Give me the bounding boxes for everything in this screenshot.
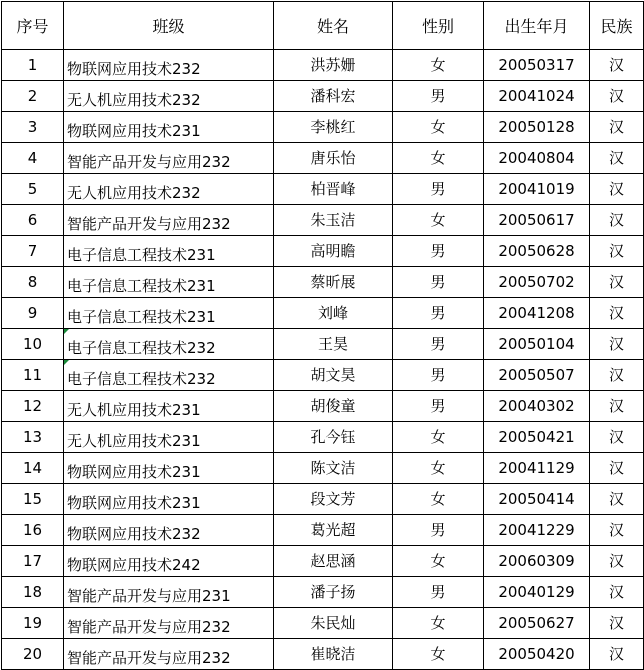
cell-birth[interactable]: 20050104 xyxy=(484,329,590,360)
cell-birth[interactable]: 20060309 xyxy=(484,546,590,577)
cell-birth[interactable]: 20050627 xyxy=(484,608,590,639)
cell-no[interactable]: 1 xyxy=(2,50,64,81)
cell-ethnic[interactable]: 汉 xyxy=(590,112,644,143)
cell-no[interactable]: 3 xyxy=(2,112,64,143)
cell-birth[interactable]: 20041229 xyxy=(484,515,590,546)
header-birth[interactable]: 出生年月 xyxy=(484,2,590,50)
cell-class[interactable]: 物联网应用技术231 xyxy=(64,112,274,143)
cell-name[interactable]: 葛光超 xyxy=(274,515,393,546)
cell-class[interactable]: 无人机应用技术232 xyxy=(64,81,274,112)
header-class[interactable]: 班级 xyxy=(64,2,274,50)
cell-no[interactable]: 8 xyxy=(2,267,64,298)
cell-class[interactable]: 智能产品开发与应用232 xyxy=(64,205,274,236)
cell-class[interactable]: 电子信息工程技术232 xyxy=(64,329,274,360)
table-row xyxy=(2,391,644,422)
cell-ethnic[interactable]: 汉 xyxy=(590,205,644,236)
header-name[interactable]: 姓名 xyxy=(274,2,393,50)
cell-class[interactable]: 物联网应用技术232 xyxy=(64,515,274,546)
cell-birth[interactable]: 20050414 xyxy=(484,484,590,515)
cell-name[interactable]: 洪苏姗 xyxy=(274,50,393,81)
cell-birth[interactable]: 20050628 xyxy=(484,236,590,267)
cell-no[interactable]: 11 xyxy=(2,360,64,391)
table-row xyxy=(2,267,644,298)
cell-ethnic[interactable]: 汉 xyxy=(590,639,644,670)
table-row xyxy=(2,112,644,143)
cell-ethnic[interactable]: 汉 xyxy=(590,453,644,484)
header-no[interactable]: 序号 xyxy=(2,2,64,50)
cell-name[interactable]: 蔡昕展 xyxy=(274,267,393,298)
table-row xyxy=(2,50,644,81)
cell-name[interactable]: 朱玉洁 xyxy=(274,205,393,236)
cell-no[interactable]: 12 xyxy=(2,391,64,422)
cell-gender[interactable]: 男 xyxy=(393,515,484,546)
cell-gender[interactable]: 男 xyxy=(393,329,484,360)
cell-class[interactable]: 电子信息工程技术231 xyxy=(64,236,274,267)
cell-birth[interactable]: 20050702 xyxy=(484,267,590,298)
cell-birth[interactable]: 20050507 xyxy=(484,360,590,391)
cell-gender[interactable]: 女 xyxy=(393,484,484,515)
cell-class[interactable]: 物联网应用技术242 xyxy=(64,546,274,577)
cell-class[interactable]: 物联网应用技术231 xyxy=(64,484,274,515)
cell-no[interactable]: 14 xyxy=(2,453,64,484)
table-row xyxy=(2,577,644,608)
cell-birth[interactable]: 20041208 xyxy=(484,298,590,329)
cell-class[interactable]: 电子信息工程技术231 xyxy=(64,267,274,298)
table-row xyxy=(2,422,644,453)
cell-gender[interactable]: 女 xyxy=(393,639,484,670)
cell-no[interactable]: 19 xyxy=(2,608,64,639)
cell-name[interactable]: 唐乐怡 xyxy=(274,143,393,174)
table-row xyxy=(2,143,644,174)
cell-ethnic[interactable]: 汉 xyxy=(590,174,644,205)
cell-gender[interactable]: 女 xyxy=(393,422,484,453)
cell-class[interactable]: 无人机应用技术232 xyxy=(64,174,274,205)
cell-gender[interactable]: 女 xyxy=(393,112,484,143)
cell-class[interactable]: 物联网应用技术232 xyxy=(64,50,274,81)
cell-no[interactable]: 20 xyxy=(2,639,64,670)
cell-name[interactable]: 潘子扬 xyxy=(274,577,393,608)
cell-name[interactable]: 高明瞻 xyxy=(274,236,393,267)
cell-class[interactable]: 电子信息工程技术232 xyxy=(64,360,274,391)
cell-name[interactable]: 陈文洁 xyxy=(274,453,393,484)
cell-gender[interactable]: 女 xyxy=(393,608,484,639)
table-row xyxy=(2,174,644,205)
header-ethnic[interactable]: 民族 xyxy=(590,2,644,50)
table-row xyxy=(2,515,644,546)
table-row xyxy=(2,236,644,267)
cell-class[interactable]: 无人机应用技术231 xyxy=(64,422,274,453)
cell-ethnic[interactable]: 汉 xyxy=(590,236,644,267)
cell-ethnic[interactable]: 汉 xyxy=(590,484,644,515)
cell-name[interactable]: 胡俊童 xyxy=(274,391,393,422)
cell-no[interactable]: 18 xyxy=(2,577,64,608)
cell-ethnic[interactable]: 汉 xyxy=(590,577,644,608)
table-row xyxy=(2,329,644,360)
cell-gender[interactable]: 男 xyxy=(393,236,484,267)
cell-no[interactable]: 15 xyxy=(2,484,64,515)
cell-name[interactable]: 李桃红 xyxy=(274,112,393,143)
cell-name[interactable]: 胡文昊 xyxy=(274,360,393,391)
cell-ethnic[interactable]: 汉 xyxy=(590,391,644,422)
cell-gender[interactable]: 女 xyxy=(393,453,484,484)
cell-class[interactable]: 智能产品开发与应用231 xyxy=(64,577,274,608)
cell-birth[interactable]: 20050421 xyxy=(484,422,590,453)
cell-birth[interactable]: 20040129 xyxy=(484,577,590,608)
cell-birth[interactable]: 20041129 xyxy=(484,453,590,484)
cell-ethnic[interactable]: 汉 xyxy=(590,298,644,329)
cell-gender[interactable]: 男 xyxy=(393,577,484,608)
cell-gender[interactable]: 女 xyxy=(393,546,484,577)
cell-class[interactable]: 物联网应用技术231 xyxy=(64,453,274,484)
cell-name[interactable]: 潘科宏 xyxy=(274,81,393,112)
cell-birth[interactable]: 20040302 xyxy=(484,391,590,422)
header-gender[interactable]: 性别 xyxy=(393,2,484,50)
cell-birth[interactable]: 20041024 xyxy=(484,81,590,112)
cell-name[interactable]: 孔今钰 xyxy=(274,422,393,453)
cell-birth[interactable]: 20040804 xyxy=(484,143,590,174)
cell-class[interactable]: 智能产品开发与应用232 xyxy=(64,608,274,639)
table-row xyxy=(2,205,644,236)
table-row xyxy=(2,453,644,484)
table-row xyxy=(2,484,644,515)
cell-no[interactable]: 16 xyxy=(2,515,64,546)
cell-no[interactable]: 6 xyxy=(2,205,64,236)
cell-no[interactable]: 9 xyxy=(2,298,64,329)
cell-no[interactable]: 10 xyxy=(2,329,64,360)
cell-ethnic[interactable]: 汉 xyxy=(590,267,644,298)
table-row xyxy=(2,360,644,391)
cell-no[interactable]: 2 xyxy=(2,81,64,112)
table-row xyxy=(2,639,644,670)
cell-name[interactable]: 柏晋峰 xyxy=(274,174,393,205)
student-table xyxy=(1,1,644,670)
cell-ethnic[interactable]: 汉 xyxy=(590,143,644,174)
cell-ethnic[interactable]: 汉 xyxy=(590,422,644,453)
cell-ethnic[interactable]: 汉 xyxy=(590,608,644,639)
cell-name[interactable]: 刘峰 xyxy=(274,298,393,329)
cell-class[interactable]: 智能产品开发与应用232 xyxy=(64,143,274,174)
table-row xyxy=(2,608,644,639)
cell-gender[interactable]: 男 xyxy=(393,360,484,391)
cell-birth[interactable]: 20050128 xyxy=(484,112,590,143)
cell-no[interactable]: 5 xyxy=(2,174,64,205)
cell-birth[interactable]: 20041019 xyxy=(484,174,590,205)
cell-no[interactable]: 13 xyxy=(2,422,64,453)
cell-class[interactable]: 电子信息工程技术231 xyxy=(64,298,274,329)
cell-gender[interactable]: 女 xyxy=(393,143,484,174)
cell-name[interactable]: 崔晓洁 xyxy=(274,639,393,670)
cell-gender[interactable]: 男 xyxy=(393,298,484,329)
table-row xyxy=(2,81,644,112)
cell-ethnic[interactable]: 汉 xyxy=(590,50,644,81)
cell-birth[interactable]: 20050317 xyxy=(484,50,590,81)
cell-class[interactable]: 智能产品开发与应用232 xyxy=(64,639,274,670)
cell-gender[interactable]: 男 xyxy=(393,81,484,112)
cell-name[interactable]: 赵思涵 xyxy=(274,546,393,577)
header-row xyxy=(2,2,644,50)
cell-birth[interactable]: 20050420 xyxy=(484,639,590,670)
cell-no[interactable]: 17 xyxy=(2,546,64,577)
cell-name[interactable]: 王昊 xyxy=(274,329,393,360)
cell-ethnic[interactable]: 汉 xyxy=(590,515,644,546)
cell-ethnic[interactable]: 汉 xyxy=(590,360,644,391)
cell-ethnic[interactable]: 汉 xyxy=(590,329,644,360)
table-row xyxy=(2,546,644,577)
cell-gender[interactable]: 男 xyxy=(393,391,484,422)
cell-gender[interactable]: 男 xyxy=(393,174,484,205)
cell-ethnic[interactable]: 汉 xyxy=(590,546,644,577)
cell-ethnic[interactable]: 汉 xyxy=(590,81,644,112)
cell-gender[interactable]: 女 xyxy=(393,205,484,236)
cell-gender[interactable]: 男 xyxy=(393,267,484,298)
cell-no[interactable]: 4 xyxy=(2,143,64,174)
cell-name[interactable]: 朱民灿 xyxy=(274,608,393,639)
cell-class[interactable]: 无人机应用技术231 xyxy=(64,391,274,422)
table-row xyxy=(2,298,644,329)
cell-no[interactable]: 7 xyxy=(2,236,64,267)
cell-gender[interactable]: 女 xyxy=(393,50,484,81)
cell-name[interactable]: 段文芳 xyxy=(274,484,393,515)
cell-birth[interactable]: 20050617 xyxy=(484,205,590,236)
